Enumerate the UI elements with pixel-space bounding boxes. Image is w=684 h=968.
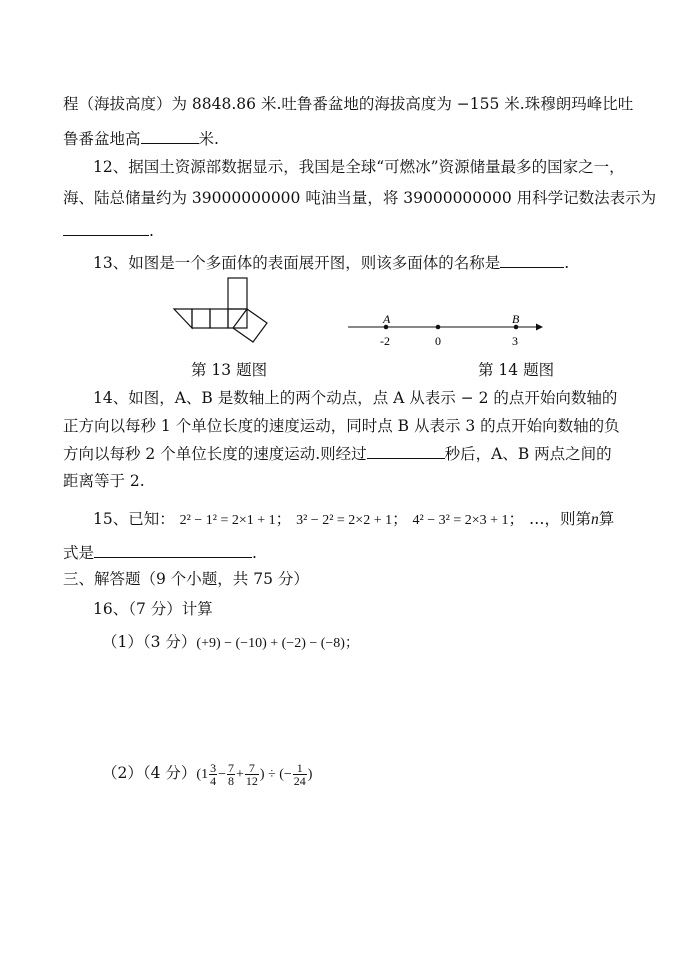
q15-ellipsis: …，则第	[528, 510, 591, 528]
f2-numerator: 7	[227, 760, 234, 775]
fraction-7-12	[245, 762, 259, 787]
q13-text-a: 13、如图是一个多面体的表面展开图，则该多面体的名称是	[93, 254, 501, 272]
q14-text-b: 秒后，A、B 两点之间的	[444, 445, 612, 463]
f3-numerator: 7	[245, 762, 259, 775]
q15-line2	[63, 542, 257, 563]
q11-line1: 程（海拔高度）为 8848.86 米.吐鲁番盆地的海拔高度为 −155 米.珠穆朗玛峰比吐	[63, 95, 634, 113]
q16-title: 16、（7 分）计算	[93, 600, 213, 618]
point-b-label: B	[512, 312, 520, 326]
q15-text-b: .	[252, 544, 257, 562]
q11-answer-blank[interactable]	[141, 128, 199, 144]
net-top-square	[228, 278, 247, 309]
tick-label-0: 0	[435, 334, 441, 348]
q12-line3	[63, 220, 154, 241]
q15-suffix: 算	[598, 510, 615, 528]
q16-part1-expr: (+9) − (−10) + (−2) − (−8)；	[196, 636, 359, 651]
q13-text-b: .	[564, 254, 570, 272]
net-left-triangle	[174, 309, 192, 328]
f1-denominator: 4	[210, 773, 217, 788]
q15-sep1: ；	[275, 510, 292, 528]
q14-line4: 距离等于 2.	[63, 472, 145, 490]
q14-answer-blank[interactable]	[367, 443, 445, 459]
q12-line1: 12、据国土资源部数据显示，我国是全球“可燃冰”资源储量最多的国家之一，	[93, 158, 625, 176]
q16-close: )	[307, 767, 313, 782]
q14-line1: 14、如图，A、B 是数轴上的两个动点，点 A 从表示 − 2 的点开始向数轴的	[93, 389, 618, 407]
q16-part1	[102, 632, 359, 654]
f4-numerator: 1	[293, 762, 307, 775]
f1-numerator: 3	[210, 760, 217, 775]
q12-answer-blank[interactable]	[63, 220, 149, 236]
net-square-2	[210, 309, 228, 328]
q11-text-b: 米.	[198, 130, 219, 148]
section3-title: 三、解答题（9 个小题，共 75 分）	[63, 570, 309, 588]
f4-denominator: 24	[293, 773, 306, 788]
q16-part2-open: (1	[196, 767, 209, 782]
number-line-arrow	[536, 324, 543, 331]
q14-line3	[63, 443, 612, 464]
q15-sep2: ；	[392, 510, 408, 528]
fig14-caption: 第 14 题图	[478, 361, 555, 379]
f3-denominator: 12	[245, 773, 258, 788]
fig14-number-line	[340, 308, 550, 352]
fig13-caption: 第 13 题图	[191, 361, 268, 379]
q12-end: .	[149, 222, 154, 240]
q11-line2	[63, 128, 219, 149]
origin-dot	[436, 325, 441, 330]
net-square-1	[192, 309, 210, 328]
q11-text-a: 鲁番盆地高	[63, 130, 141, 148]
q16-part2-label: （2）（4 分）	[102, 764, 197, 782]
q16-part1-label: （1）（3 分）	[102, 633, 197, 651]
net-right-diamond	[233, 309, 267, 342]
q15-line1	[93, 509, 614, 531]
net-square-3	[228, 309, 247, 328]
q16-part2	[102, 758, 312, 790]
fig13-net-diagram	[168, 274, 278, 344]
q16-op3: ) ÷ (−	[259, 767, 292, 782]
q15-eq3: 4² − 3² = 2×3 + 1	[412, 513, 509, 528]
fraction-3-4	[209, 762, 217, 787]
q15-eq2: 3² − 2² = 2×2 + 1	[296, 513, 393, 528]
q15-prefix: 15、已知：	[93, 510, 175, 528]
fraction-7-8	[227, 762, 235, 787]
q14-line2: 正方向以每秒 1 个单位长度的速度运动，同时点 B 从表示 3 的点开始向数轴的负	[63, 417, 620, 435]
q13-answer-blank[interactable]	[500, 252, 564, 268]
f2-denominator: 8	[227, 773, 234, 788]
q15-sep3: ；	[508, 510, 525, 528]
q15-n: n	[591, 511, 599, 528]
q14-text-a: 方向以每秒 2 个单位长度的速度运动.则经过	[63, 445, 367, 463]
q13-line1	[93, 252, 569, 273]
fraction-1-24	[293, 762, 307, 787]
q15-answer-blank[interactable]	[94, 542, 252, 558]
q16-op2: +	[235, 767, 244, 782]
q15-text-a: 式是	[63, 544, 95, 562]
q15-eq1: 2² − 1² = 2×1 + 1	[179, 513, 276, 528]
tick-label-3: 3	[512, 334, 518, 348]
point-a-label: A	[383, 312, 391, 326]
q16-op1: −	[218, 767, 226, 782]
tick-label-neg2: -2	[380, 334, 390, 348]
q12-line2: 海、陆总储量约为 39000000000 吨油当量，将 39000000000 用科学记数法表示为	[63, 189, 657, 207]
